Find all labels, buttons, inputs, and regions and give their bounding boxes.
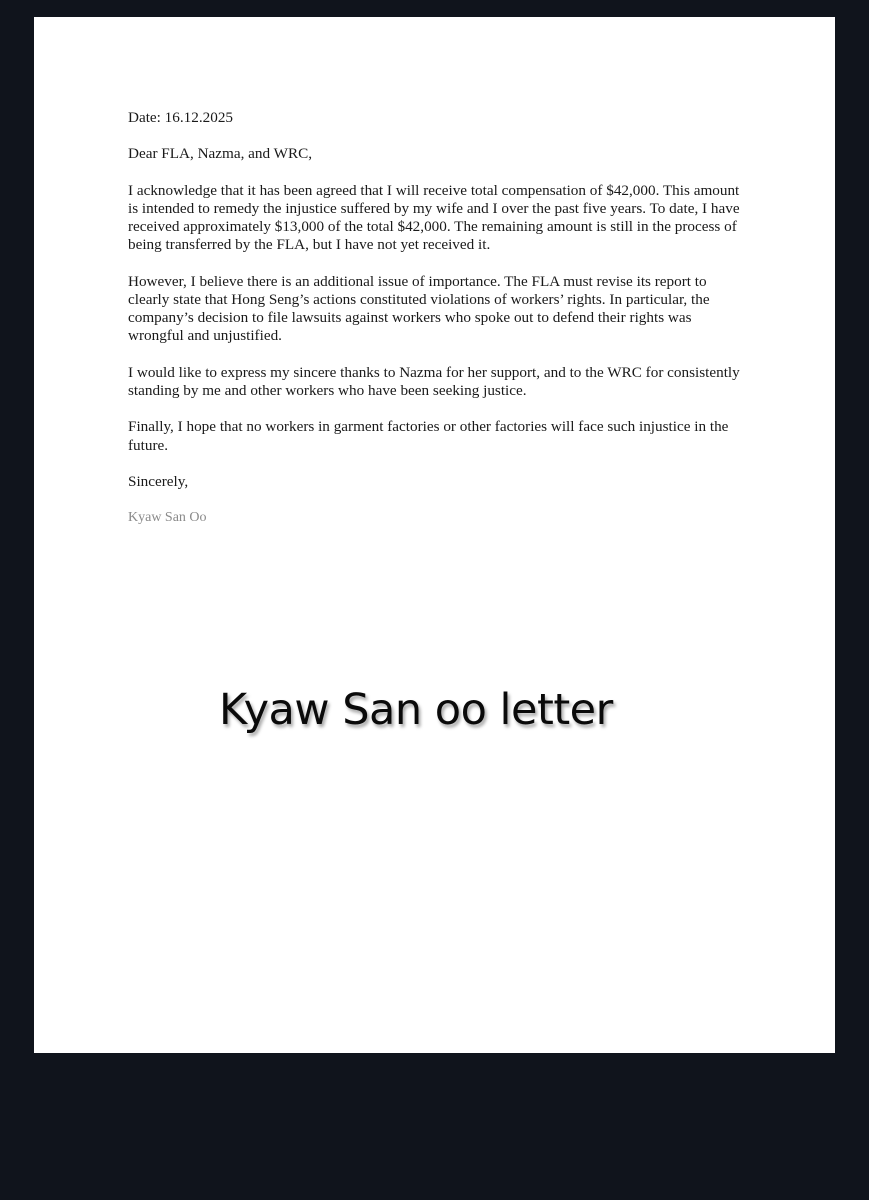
letter-closing: Sincerely, [128, 472, 189, 490]
document-page [34, 17, 835, 1053]
letter-salutation: Dear FLA, Nazma, and WRC, [128, 145, 313, 163]
letter-body [128, 109, 748, 546]
letter-paragraph: I acknowledge that it has been agreed that I will receive total compensation of $42,000. This amount is intended to remedy the injustice suffered by my wife and I over the past five years. To date, I have received approximately $13,000 of the total $42,000. The remaining amount is still in the process of being transferred by the FLA, but I have not yet received it. [128, 181, 740, 254]
letter-paragraph: However, I believe there is an additional issue of importance. The FLA must revise its report to clearly state that Hong Seng’s actions constituted violations of workers’ rights. In particular, the company’s decision to file lawsuits against workers who spoke out to defend their rights was wrongful and unjustified. [128, 272, 710, 345]
letter-paragraph: Finally, I hope that no workers in garment factories or other factories will face such injustice in the future. [128, 418, 729, 454]
letter-signature: Kyaw San Oo [128, 510, 207, 526]
overlay-caption: Kyaw San oo letter [219, 685, 613, 735]
letter-paragraph: I would like to express my sincere thanks to Nazma for her support, and to the WRC for consistently standing by me and other workers who have been seeking justice. [128, 363, 740, 399]
letter-date: Date: 16.12.2025 [128, 109, 234, 126]
